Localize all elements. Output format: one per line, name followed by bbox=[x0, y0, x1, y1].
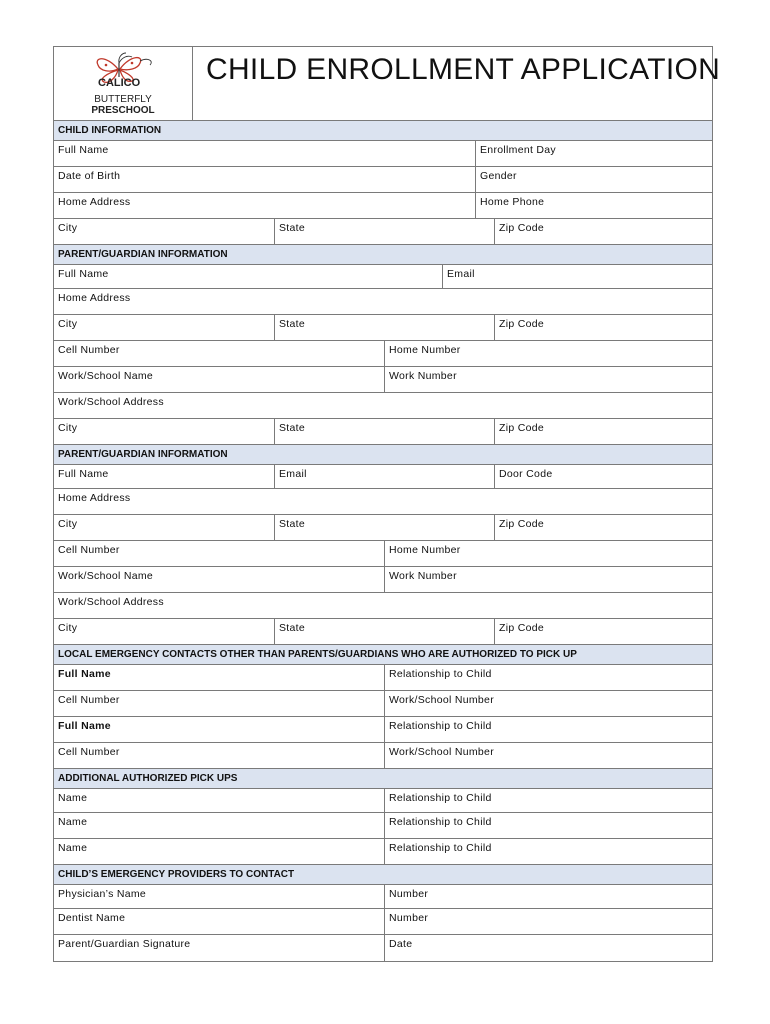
form-row bbox=[54, 743, 712, 769]
form-row bbox=[54, 567, 712, 593]
parent1-cell-field[interactable]: Cell Number bbox=[58, 344, 120, 356]
section-emergency-providers: CHILD’S EMERGENCY PROVIDERS TO CONTACT bbox=[54, 865, 712, 885]
parent1-work-number-field[interactable]: Work Number bbox=[384, 367, 712, 392]
form-row bbox=[54, 167, 712, 193]
form-row bbox=[54, 465, 712, 489]
form-row bbox=[54, 789, 712, 813]
pickup1-relationship-field[interactable]: Relationship to Child bbox=[384, 789, 712, 812]
parent1-work-city-field[interactable]: City bbox=[58, 422, 78, 434]
parent2-zip-field[interactable]: Zip Code bbox=[494, 515, 712, 540]
parent2-home-number-field[interactable]: Home Number bbox=[384, 541, 712, 566]
form-row bbox=[54, 489, 712, 515]
form-row bbox=[54, 813, 712, 839]
section-emergency-contacts: LOCAL EMERGENCY CONTACTS OTHER THAN PARENTS/GUARDIANS WHO ARE AUTHORIZED TO PICK UP bbox=[54, 645, 712, 665]
form-row bbox=[54, 541, 712, 567]
emergency2-work-number-field[interactable]: Work/School Number bbox=[384, 743, 712, 768]
dentist-number-field[interactable]: Number bbox=[384, 909, 712, 934]
child-state-field[interactable]: State bbox=[274, 219, 494, 244]
emergency2-cell-field[interactable]: Cell Number bbox=[58, 746, 120, 758]
form-row bbox=[54, 935, 712, 961]
form-row bbox=[54, 885, 712, 909]
form-row bbox=[54, 691, 712, 717]
form-row bbox=[54, 367, 712, 393]
form-row bbox=[54, 341, 712, 367]
parent1-state-field[interactable]: State bbox=[274, 315, 494, 340]
logo-line-3: PRESCHOOL bbox=[91, 105, 155, 116]
child-enrollment-day-field[interactable]: Enrollment Day bbox=[475, 141, 712, 166]
parent2-email-field[interactable]: Email bbox=[274, 465, 494, 488]
parent2-cell-field[interactable]: Cell Number bbox=[58, 544, 120, 556]
child-dob-field[interactable]: Date of Birth bbox=[58, 170, 121, 182]
dentist-name-field[interactable]: Dentist Name bbox=[58, 912, 126, 924]
emergency1-full-name-field[interactable]: Full Name bbox=[58, 668, 111, 680]
child-zip-field[interactable]: Zip Code bbox=[494, 219, 712, 244]
parent2-home-address-field[interactable]: Home Address bbox=[58, 492, 131, 504]
parent2-full-name-field[interactable]: Full Name bbox=[58, 468, 109, 480]
signature-field[interactable]: Parent/Guardian Signature bbox=[58, 938, 191, 950]
parent1-home-address-field[interactable]: Home Address bbox=[58, 292, 131, 304]
page-title: CHILD ENROLLMENT APPLICATION bbox=[206, 53, 721, 86]
logo-line-1: CALICO bbox=[98, 77, 141, 89]
section-additional-pickups: ADDITIONAL AUTHORIZED PICK UPS bbox=[54, 769, 712, 789]
child-gender-field[interactable]: Gender bbox=[475, 167, 712, 192]
child-city-field[interactable]: City bbox=[58, 222, 78, 234]
pickup2-name-field[interactable]: Name bbox=[58, 816, 88, 828]
logo-line-2: BUTTERFLY bbox=[94, 94, 152, 105]
parent2-city-field[interactable]: City bbox=[58, 518, 78, 530]
form-header bbox=[54, 47, 721, 121]
form-row bbox=[54, 265, 712, 289]
pickup3-relationship-field[interactable]: Relationship to Child bbox=[384, 839, 712, 864]
parent2-work-zip-field[interactable]: Zip Code bbox=[494, 619, 712, 644]
form-row bbox=[54, 717, 712, 743]
form-row bbox=[54, 909, 712, 935]
child-full-name-field[interactable]: Full Name bbox=[58, 144, 109, 156]
physician-number-field[interactable]: Number bbox=[384, 885, 712, 908]
form-row bbox=[54, 289, 712, 315]
pickup3-name-field[interactable]: Name bbox=[58, 842, 88, 854]
parent2-door-code-field[interactable]: Door Code bbox=[494, 465, 712, 488]
emergency1-cell-field[interactable]: Cell Number bbox=[58, 694, 120, 706]
emergency1-work-number-field[interactable]: Work/School Number bbox=[384, 691, 712, 716]
parent2-work-number-field[interactable]: Work Number bbox=[384, 567, 712, 592]
form-row bbox=[54, 393, 712, 419]
parent1-work-zip-field[interactable]: Zip Code bbox=[494, 419, 712, 444]
parent1-home-number-field[interactable]: Home Number bbox=[384, 341, 712, 366]
form-row bbox=[54, 665, 712, 691]
parent1-work-state-field[interactable]: State bbox=[274, 419, 494, 444]
section-parent-guardian-2: PARENT/GUARDIAN INFORMATION bbox=[54, 445, 712, 465]
parent2-work-address-field[interactable]: Work/School Address bbox=[58, 596, 164, 608]
form-row bbox=[54, 839, 712, 865]
form-row bbox=[54, 619, 712, 645]
parent1-work-address-field[interactable]: Work/School Address bbox=[58, 396, 164, 408]
form-row bbox=[54, 315, 712, 341]
child-home-phone-field[interactable]: Home Phone bbox=[475, 193, 712, 218]
school-logo bbox=[54, 47, 193, 120]
form-row bbox=[54, 515, 712, 541]
parent1-work-name-field[interactable]: Work/School Name bbox=[58, 370, 154, 382]
pickup1-name-field[interactable]: Name bbox=[58, 792, 88, 804]
parent2-work-name-field[interactable]: Work/School Name bbox=[58, 570, 154, 582]
form-row bbox=[54, 141, 712, 167]
parent2-work-city-field[interactable]: City bbox=[58, 622, 78, 634]
form-row bbox=[54, 193, 712, 219]
physician-name-field[interactable]: Physician’s Name bbox=[58, 888, 147, 900]
parent1-city-field[interactable]: City bbox=[58, 318, 78, 330]
parent2-work-state-field[interactable]: State bbox=[274, 619, 494, 644]
form-row bbox=[54, 219, 712, 245]
date-field[interactable]: Date bbox=[384, 935, 712, 961]
emergency2-relationship-field[interactable]: Relationship to Child bbox=[384, 717, 712, 742]
child-home-address-field[interactable]: Home Address bbox=[58, 196, 131, 208]
enrollment-form bbox=[53, 46, 721, 962]
form-row bbox=[54, 593, 712, 619]
emergency1-relationship-field[interactable]: Relationship to Child bbox=[384, 665, 712, 690]
form-row bbox=[54, 419, 712, 445]
parent2-state-field[interactable]: State bbox=[274, 515, 494, 540]
section-child-information: CHILD INFORMATION bbox=[54, 121, 712, 141]
parent1-email-field[interactable]: Email bbox=[442, 265, 712, 288]
section-parent-guardian-1: PARENT/GUARDIAN INFORMATION bbox=[54, 245, 712, 265]
emergency2-full-name-field[interactable]: Full Name bbox=[58, 720, 111, 732]
pickup2-relationship-field[interactable]: Relationship to Child bbox=[384, 813, 712, 838]
parent1-full-name-field[interactable]: Full Name bbox=[58, 268, 109, 280]
parent1-zip-field[interactable]: Zip Code bbox=[494, 315, 712, 340]
